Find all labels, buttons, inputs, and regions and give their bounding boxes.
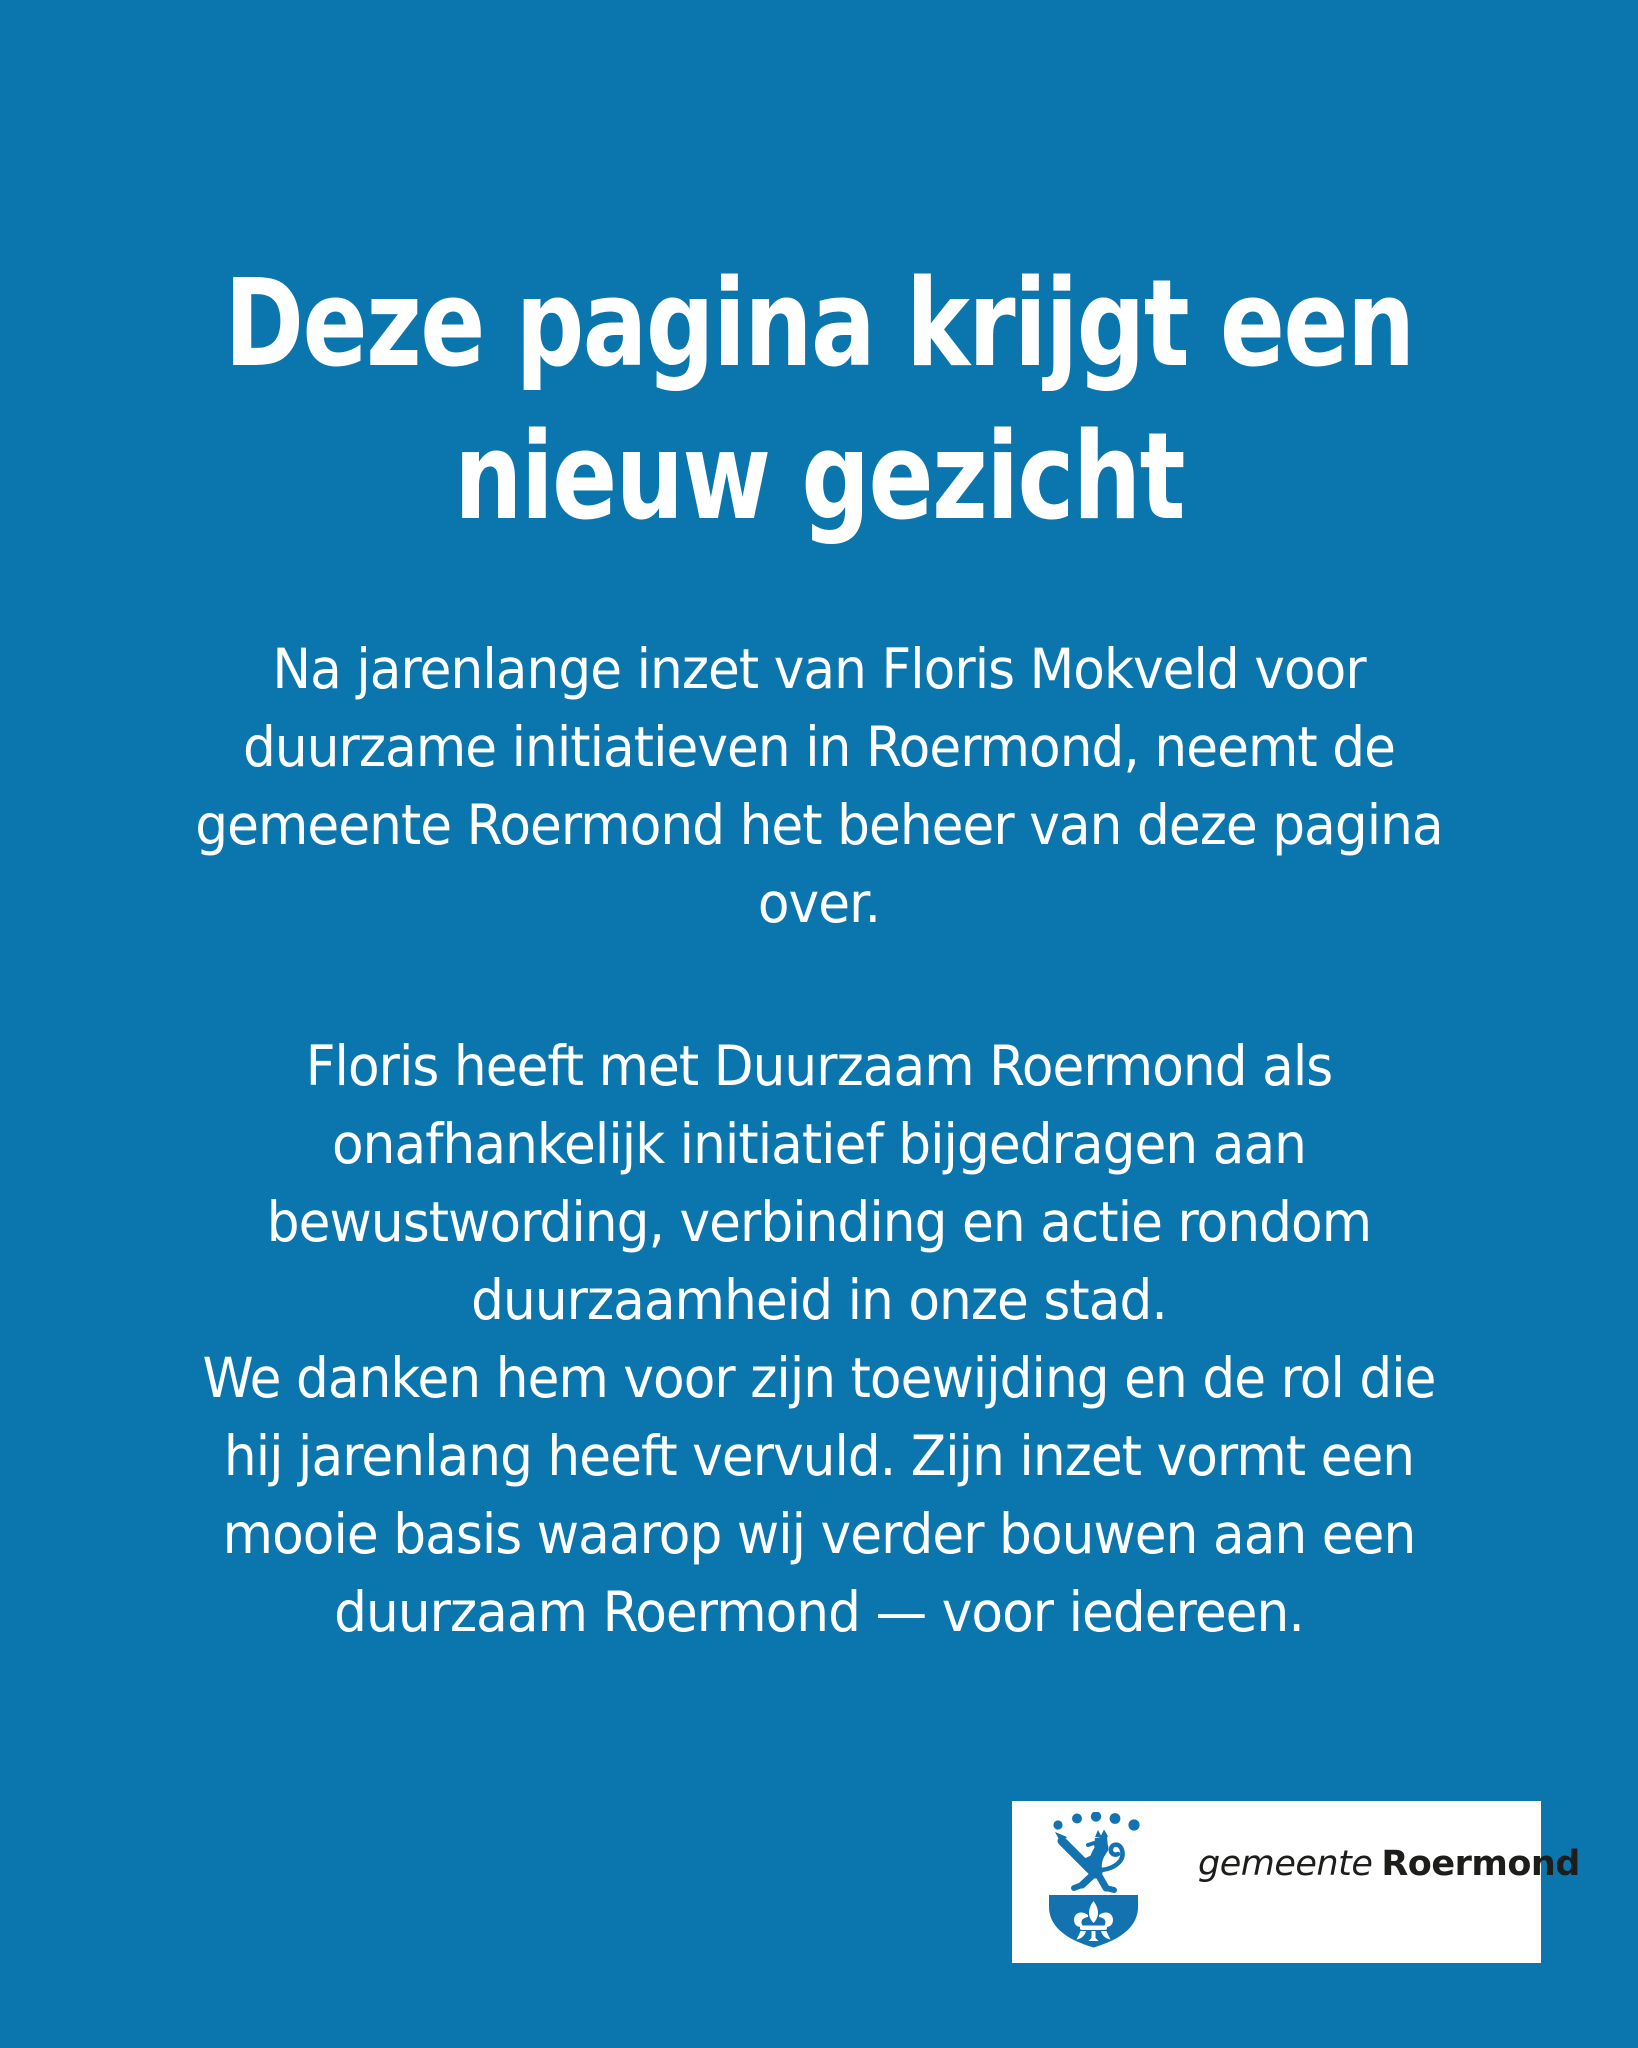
paragraph-line: Floris heeft met Duurzaam Roermond als — [305, 1034, 1333, 1098]
paragraph-line: duurzame initiatieven in Roermond, neemt de — [243, 715, 1395, 779]
gemeente-label: gemeente — [1198, 1844, 1373, 1884]
roermond-crest-icon — [1046, 1812, 1146, 1952]
announcement-body — [49, 630, 1589, 1651]
title-line: Deze pagina krijgt een — [224, 255, 1414, 395]
page-title — [164, 248, 1474, 554]
roermond-label: Roermond — [1381, 1844, 1580, 1884]
municipality-logo — [1012, 1801, 1580, 1963]
paragraph-line: gemeente Roermond het beheer van deze pagina — [195, 793, 1443, 857]
paragraph-line: duurzaam Roermond — voor iedereen. — [334, 1580, 1304, 1644]
paragraph-line: duurzaamheid in onze stad. — [471, 1268, 1167, 1332]
paragraph-line: Na jarenlange inzet van Floris Mokveld voor — [272, 637, 1366, 701]
title-line: nieuw gezicht — [454, 408, 1184, 548]
logo-wordmark — [1198, 1844, 1580, 1884]
paragraph-line: We danken hem voor zijn toewijding en de rol die — [202, 1346, 1436, 1410]
paragraph-line: hij jarenlang heeft vervuld. Zijn inzet vormt een — [223, 1424, 1415, 1488]
paragraph-line: onafhankelijk initiatief bijgedragen aan — [331, 1112, 1307, 1176]
body-paragraph — [49, 1339, 1589, 1651]
paragraph-line: mooie basis waarop wij verder bouwen aan een — [222, 1502, 1416, 1566]
paragraph-line: bewustwording, verbinding en actie rondom — [266, 1190, 1372, 1254]
paragraph-line: over. — [757, 871, 881, 935]
body-paragraph — [49, 630, 1589, 942]
body-paragraph — [49, 1027, 1589, 1339]
